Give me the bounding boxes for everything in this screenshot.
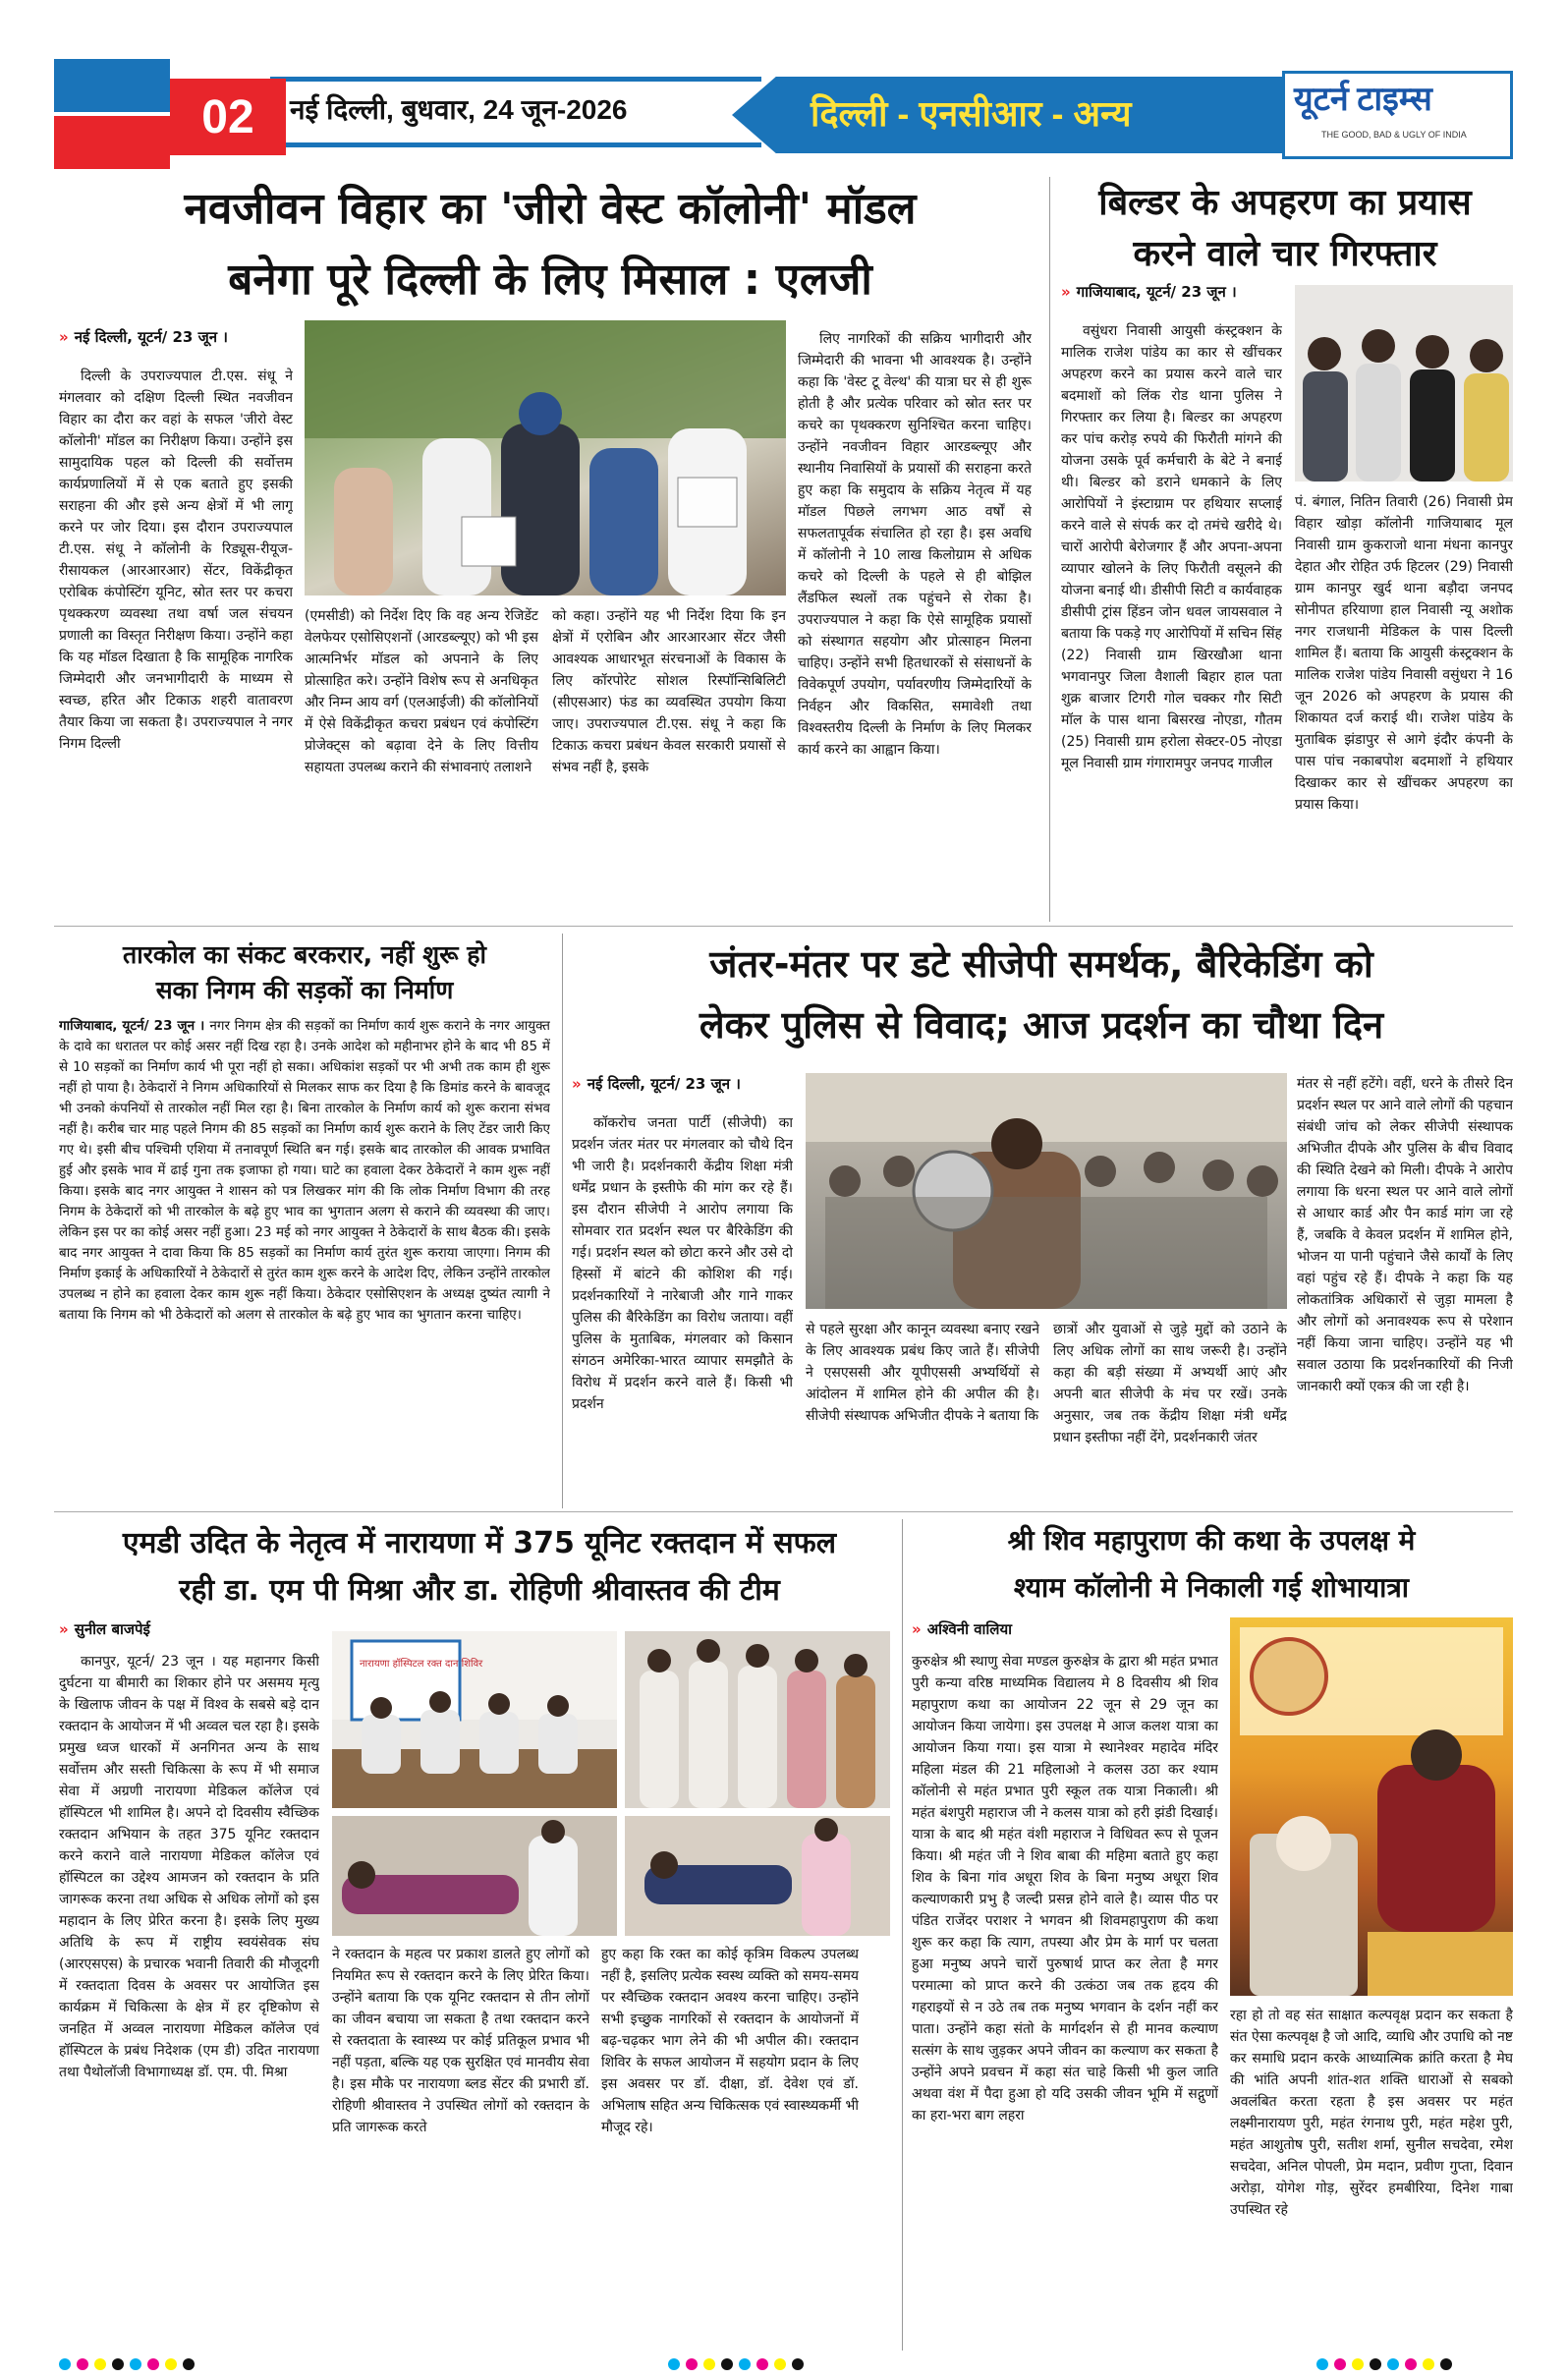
story6-byline-text: अश्विनी वालिया xyxy=(926,1620,1013,1638)
shiv-mahapuran-stage-photo xyxy=(1230,1617,1513,1996)
story5-byline-text: सुनील बाजपेई xyxy=(74,1620,150,1638)
story3-headline-line1: तारकोल का संकट बरकरार, नहीं शुरू हो xyxy=(122,940,487,969)
story6-headline-line2: श्याम कॉलोनी मे निकाली गई शोभायात्रा xyxy=(1013,1571,1410,1604)
story5-col1: कानपुर, यूटर्न/ 23 जून । यह महानगर किसी दुर्घटना या बीमारी का शिकार होने पर असमय मृत्यु के खिलाफ जीवन के पक्ष में विश्व के सबसे बड़े दान रक्तदान के आयोजन में भी अव्वल चल रहा है। इसके प्रमुख ध्वज धारकों में अनगिनत अन्य के साथ सर्वोत्तम और सस्ती चिकित्सा के रूप में भी समाज सेवा में अग्रणी नारायणा मेडिकल कॉलेज एवं हॉस्पिटल भी शामिल है। अपने दो दिवसीय स्वैच्छिक रक्तदान अभियान के तहत 375 यूनिट रक्तदान करने कराने वाले नारायणा मेडिकल कॉलेज एवं हॉस्पिटल का उद्देश्य आमजन को रक्तदान के प्रति जागरूक करना तथा अधिक से अधिक लोगों को इस महादान के लिए प्रेरित करना है। इसके लिए मुख्य अतिथि के रूप में राष्ट्रीय स्वयंसेवक संघ (आरएसएस) के प्रचारक भवानी तिवारी की मौजूदगी में रक्तदाता दिवस के अवसर पर आयोजित इस कार्यक्रम में चिकित्सा के क्षेत्र में हर दृष्टिकोण से जनहित में अव्वल नारायणा मेडिकल कॉलेज एवं हॉस्पिटल के प्रबंध निदेशक (एम डी) उदित नारायणा तथा पैथोलॉजी विभागाध्यक्ष डॉ. एम. पी. मिश्रा xyxy=(59,1654,319,2080)
masthead-bar xyxy=(54,59,1513,169)
guests-illustration xyxy=(625,1631,890,1808)
story5-col3: हुए कहा कि रक्त का कोई कृत्रिम विकल्प उपलब्ध नहीं है, इसलिए प्रत्येक स्वस्थ व्यक्ति को समय-समय पर स्वैच्छिक रक्तदान अवश्य करना चाहिए। उन्होंने सभी इच्छुक नागरिकों से रक्तदान के आयोजनों में बढ़-चढ़कर भाग लेने की भी अपील की। रक्तदान शिविर के सफल आयोजन में सहयोग प्रदान के लिए इस अवसर पर डॉ. दीक्षा, डॉ. देवेश एवं डॉ. अभिलाष सहित अन्य चिकित्सक एवं स्वास्थ्यकर्मी भी मौजूद रहे। xyxy=(601,1947,859,2135)
story4-col1: कॉकरोच जनता पार्टी (सीजेपी) का प्रदर्शन जंतर मंतर पर मंगलवार को चौथे दिन भी जारी है। प्रदर्शनकारी केंद्रीय शिक्षा मंत्री धर्मेंद्र प्रधान के इस्तीफे की मांग कर रहे हैं। इस दौरान सीजेपी ने आरोप लगाया कि सोमवार रात प्रदर्शन स्थल पर बैरिकेडिंग की गई। प्रदर्शन स्थल को छोटा करने और उसे दो हिस्सों में बांटने की कोशिश की गई। प्रदर्शनकारियों ने नारेबाजी और गाने गाकर पुलिस की बैरिकेडिंग का विरोध जताया। वहीं पुलिस के मुताबिक, मंगलवार को किसान संगठन अमेरिका-भारत व्यापार समझौते के विरोध में प्रदर्शन करने वाले हैं। किसी भी प्रदर्शन xyxy=(572,1115,793,1412)
registration-marks-center xyxy=(668,2358,804,2370)
chevron-icon: » xyxy=(59,328,69,346)
chevron-icon: » xyxy=(59,1620,69,1638)
chevron-icon: » xyxy=(1061,283,1071,301)
donors-photo-1 xyxy=(332,1816,617,1936)
story4-headline-line1: जंतर-मंतर पर डटे सीजेपी समर्थक, बैरिकेडिंग को xyxy=(709,942,1373,986)
donors-photo-2 xyxy=(625,1816,890,1936)
story3-byline-text: गाजियाबाद, यूटर्न/ 23 जून । xyxy=(59,1018,205,1034)
story1-byline xyxy=(59,327,228,347)
registration-marks-right xyxy=(1316,2358,1452,2370)
protest-illustration xyxy=(806,1073,1287,1309)
story2-headline-line1: बिल्डर के अपहरण का प्रयास xyxy=(1098,183,1472,223)
lg-visit-illustration xyxy=(305,320,786,595)
story3-body xyxy=(59,1016,550,1502)
story1-col2: (एमसीडी) को निर्देश दिए कि वह अन्य रेजिडेंट वेलफेयर एसोसिएशनों (आरडब्ल्यूए) को भी इस आत्मनिर्भर मॉडल को अपनाने के लिए प्रोत्साहित करे। उन्होंने विशेष रूप से अनधिकृत और निम्न आय वर्ग (एलआईजी) की कॉलोनियों में ऐसे विकेंद्रीकृत कचरा प्रबंधन एवं कंपोस्टिंग प्रोजेक्ट्स को बढ़ावा देने के लिए वित्तीय सहायता उपलब्ध कराने की संभावनाएं तलाशने xyxy=(305,608,538,775)
story4-headline-line2: लेकर पुलिस से विवाद; आज प्रदर्शन का चौथा दिन xyxy=(699,1003,1384,1047)
column-divider xyxy=(562,934,563,1508)
story3-byline xyxy=(59,1018,209,1034)
column-divider xyxy=(902,1519,903,2351)
protest-photo xyxy=(806,1073,1287,1309)
accused-illustration xyxy=(1295,285,1513,482)
stage-illustration xyxy=(1230,1617,1513,1996)
section-title: दिल्ली - एनसीआर - अन्य xyxy=(811,93,1132,134)
story4-byline xyxy=(572,1074,741,1094)
section-rule xyxy=(54,1511,1513,1512)
story1-col4: लिए नागरिकों की सक्रिय भागीदारी और जिम्मेदारी की भावना भी आवश्यक है। उन्होंने कहा कि 'वेस्ट टू वेल्थ' की यात्रा घर से ही शुरू होती है और प्रत्येक परिवार को स्रोत स्तर पर कचरे का पृथक्करण सुनिश्चित करना चाहिए। उन्होंने नवजीवन विहार आरडब्ल्यूए और स्थानीय निवासियों के प्रयासों की सराहना करते हुए कहा कि समुदाय के सक्रिय नेतृत्व में यह मॉडल पिछले लगभग आठ वर्षों से सफलतापूर्वक संचालित हो रहा है। इस अवधि में कॉलोनी ने 10 लाख किलोग्राम से अधिक कचरे को दिल्ली के पहले से ही बोझिल लैंडफिल स्थलों तक पहुंचने से रोका है। उपराज्यपाल ने कहा कि ऐसे सामूहिक प्रयासों को संस्थागत सहयोग और प्रोत्साहन मिलना चाहिए। उन्होंने सभी हितधारकों से संसाधनों के विवेकपूर्ण उपयोग, पर्यावरणीय जिम्मेदारियों के निर्वहन और विकसित, समावेशी तथा विश्वस्तरीय दिल्ली के निर्माण के लिए मिलकर कार्य करने का आह्वान किया। xyxy=(798,331,1032,758)
story4-col2: से पहले सुरक्षा और कानून व्यवस्था बनाए रखने के लिए आवश्यक प्रबंध किए जाते हैं। सीजेपी ने एसएससी और यूपीएससी अभ्यर्थियों से आंदोलन में शामिल होने की अपील की है। सीजेपी संस्थापक अभिजीत दीपके ने बताया कि xyxy=(806,1322,1039,1424)
story6-col2: रहा हो तो वह संत साक्षात कल्पवृक्ष प्रदान कर सकता है संत ऐसा कल्पवृक्ष है जो आदि, व्याधि और उपाधि को नष्ट कर समाधि प्रदान करके आध्यात्मिक क्रांति करता है मेघ की भांति अपनी शांत-शत शक्ति धाराओं से सबको अवलंबित करता रहता है इस अवसर पर महंत लक्ष्मीनारायण पुरी, महंत रंगनाथ पुरी, महंत महेश पुरी, महंत आशुतोष पुरी, सतीश शर्मा, सुनील सचदेवा, रमेश सचदेवा, अनिल पोपली, प्रेम मदान, प्रवीण गुप्ता, दिवान अरोड़ा, योगेश गोड़, सुरेंदर हमबीरिया, दिनेश गाबा उपस्थित रहे xyxy=(1230,2008,1513,2218)
registration-marks-left xyxy=(59,2358,195,2370)
story4-byline-text: नई दिल्ली, यूटर्न/ 23 जून । xyxy=(587,1075,741,1093)
story2-headline-line2: करने वाले चार गिरफ्तार xyxy=(1133,234,1437,274)
story1-byline-text: नई दिल्ली, यूटर्न/ 23 जून । xyxy=(74,328,228,346)
lg-visit-photo xyxy=(305,320,786,595)
story2-byline-text: गाजियाबाद, यूटर्न/ 23 जून । xyxy=(1076,283,1237,301)
hospital-banner-text: नारायणा हॉस्पिटल रक्त दान शिविर xyxy=(360,1659,483,1670)
blood-donation-guests-photo xyxy=(625,1631,890,1808)
logo-tagline: THE GOOD, BAD & UGLY OF INDIA xyxy=(1321,130,1467,140)
blood-donation-dignitaries-photo xyxy=(332,1631,617,1808)
story3-body-text: नगर निगम क्षेत्र की सड़कों का निर्माण कार्य शुरू कराने के नगर आयुक्त के दावे का धरातल पर कोई असर नहीं दिख रहा है। उनके आदेश को महीनाभर होने के बाद भी 85 में से 10 सड़कों का निर्माण कार्य भी पूरा नहीं हो सका। अधिकांश सड़कों पर भी अभी तक काम ही शुरू नहीं हो पाया है। ठेकेदारों ने निगम अधिकारियों से मिलकर साफ कर दिया है कि डिमांड करने के बावजूद भी उनको कंपनियों से तारकोल नहीं मिल रहा है। बिना तारकोल के निर्माण कार्य को शुरू कराना संभव नहीं है। करीब चार माह पहले निगम की 85 सड़कों का निर्माण कार्य शुरू कराने के लिए टेंडर जारी किए गए थे। इसी बीच पश्चिमी एशिया में तनावपूर्ण स्थिति बन गई। इसके बाद तारकोल की आवक प्रभावित हुई और इसके भाव में ढाई गुना तक इजाफा हो गया। घाटे का हवाला देकर ठेकेदारों ने काम शुरू नहीं किया। इसके बाद नगर आयुक्त ने शासन को पत्र लिखकर मांग की कि लोक निर्माण विभाग की तरह निगम के ठेकेदारों को भी तारकोल के बढ़े हुए भाव का भुगतान अलग से कराने की व्यवस्था की जाए। लेकिन इस पर का कोई असर नहीं हुआ। 23 मई को नगर आयुक्त ने ठेकेदारों के साथ बैठक की। इसके बाद नगर आयुक्त ने दावा किया कि 85 सड़कों का निर्माण कार्य तुरंत शुरू कराया जाएगा। निगम की निर्माण इकाई के अधिकारियों ने ठेकेदारों से तुरंत काम शुरू करने के आदेश दिए, लेकिन उन्होंने तारकोल उपलब्ध न होने का हवाला देकर काम शुरू नहीं किया। ठेकेदार एसोसिएशन के अध्यक्ष दुष्यंत त्यागी ने बताया कि निगम को भी ठेकेदारों को अलग से तारकोल के बढ़े हुए भाव का भुगतान करना चाहिए। xyxy=(59,1018,550,1323)
story1-headline-line2: बनेगा पूरे दिल्ली के लिए मिसाल : एलजी xyxy=(228,255,872,305)
arrested-accused-photo xyxy=(1295,285,1513,482)
newspaper-logo: यूटर्न टाइम्स xyxy=(1294,82,1432,118)
dignitaries-illustration xyxy=(332,1631,617,1808)
dateline: नई दिल्ली, बुधवार, 24 जून-2026 xyxy=(290,94,628,125)
story1-headline-line1: नवजीवन विहार का 'जीरो वेस्ट कॉलोनी' मॉडल xyxy=(184,184,917,234)
story6-headline-line1: श्री शिव महापुराण की कथा के उपलक्ष मे xyxy=(1007,1524,1416,1557)
story3-headline-line2: सका निगम की सड़कों का निर्माण xyxy=(155,976,454,1004)
chevron-icon: » xyxy=(912,1620,922,1638)
page-number: 02 xyxy=(170,79,286,155)
header-left-stripe xyxy=(54,59,170,169)
story6-byline xyxy=(912,1619,1012,1639)
story1-col1: दिल्ली के उपराज्यपाल टी.एस. संधू ने मंगलवार को दक्षिण दिल्ली स्थित नवजीवन विहार का दौरा कर वहां के सफल 'जीरो वेस्ट कॉलोनी' मॉडल का निरीक्षण किया। उन्होंने इस सामुदायिक पहल को दिल्ली की सर्वोत्तम कार्यप्रणालियों में से एक बताते हुए इसकी सराहना की और इसे अन्य क्षेत्रों में भी लागू करने पर जोर दिया। इस दौरान उपराज्यपाल टी.एस. संधू ने कॉलोनी के रिड्यूस-रीयूज-रीसायकल (आरआरआर) सेंटर, विकेंद्रीकृत एरोबिक कंपोस्टिंग यूनिट, स्रोत स्तर पर कचरा पृथक्करण व्यवस्था तथा वर्षा जल संचयन प्रणाली का विस्तृत निरीक्षण किया। उन्होंने कहा कि यह मॉडल दिखाता है कि सामूहिक नागरिक जिम्मेदारी और जनभागीदारी के माध्यम से स्वच्छ, हरित और टिकाऊ शहरी वातावरण तैयार किया जा सकता है। उपराज्यपाल ने नगर निगम दिल्ली xyxy=(59,368,293,752)
story5-headline-line2: रही डा. एम पी मिश्रा और डा. रोहिणी श्रीवास्तव की टीम xyxy=(179,1573,780,1608)
section-rule xyxy=(54,926,1513,927)
story5-headline-line1: एमडी उदित के नेतृत्व में नारायणा में 375 यूनिट रक्तदान में सफल xyxy=(122,1526,837,1560)
story4-col3: छात्रों और युवाओं से जुड़े मुद्दों को उठाने के लिए अधिक लोगों का साथ जरूरी है। उन्होंने कहा की बड़ी संख्या में अभ्यर्थी आएं और अपनी बात सीजेपी के मंच पर रखें। उनके अनुसार, जब तक केंद्रीय शिक्षा मंत्री धर्मेंद्र प्रधान इस्तीफा नहीं देंगे, प्रदर्शनकारी जंतर xyxy=(1053,1322,1287,1445)
story5-col2: ने रक्तदान के महत्व पर प्रकाश डालते हुए लोगों को नियमित रूप से रक्तदान करने के लिए प्रेरित किया। उन्होंने बताया कि एक यूनिट रक्तदान से तीन लोगों का जीवन बचाया जा सकता है तथा रक्तदान करने से रक्तदाता के स्वास्थ्य पर कोई प्रतिकूल प्रभाव भी नहीं पड़ता, बल्कि यह एक सुरक्षित एवं मानवीय सेवा है। इस मौके पर नारायणा ब्लड सेंटर की प्रभारी डॉ. रोहिणी श्रीवास्तव ने उपस्थित लोगों को रक्तदान के प्रति जागरूक करते xyxy=(332,1947,589,2135)
donors-illustration-2 xyxy=(625,1816,890,1936)
story6-col1: कुरुक्षेत्र श्री स्थाणु सेवा मण्डल कुरुक्षेत्र के द्वारा श्री महंत प्रभात पुरी कन्या वरिष्ठ माध्यमिक विद्यालय मे 8 दिवसीय श्री शिव महापुराण कथा का आयोजन 22 जून से 29 जून का आयोजन किया जायेगा। इस उपलक्ष मे आज कलश यात्रा का आयोजन किया गया। इस यात्रा मे स्थानेश्वर महादेव मंदिर महिला मंडल की 21 महिलाओ ने कलस उठा कर श्याम कॉलोनी से महंत प्रभात पुरी स्कूल तक यात्रा निकाली। श्री महंत बंशपुरी महाराज जी ने कलस यात्रा को हरी झंडी दिखाई। यात्रा के बाद श्री महंत वंशी महाराज ने विधिवत रूप से पूजन किया। श्री महंत जी ने शिव बाबा की महिमा बताते हुए कहा शिव के बिना गांव अधूरा शिव के बिना मनुष्य अधूरा शिव कल्याणकारी प्रभु है जल्दी प्रसन्न होने वाले है। व्यास पीठ पर पंडित राजेंदर पराशर ने भगवन श्री शिवमहापुराण की कथा शुरू कर कहा कि त्याग, तपस्या और प्रेम के मार्ग पर चलता हुआ मनुष्य अपने चारों पुरुषार्थ प्राप्त कर लेता है मगर परमात्मा को प्राप्त करने की उत्कंठा जब तक हृदय की गहराइयों से न उठे तब तक मनुष्य भगवान के दर्शन नहीं कर पाता। उन्होंने कहा संतो के मार्गदर्शन से ही मानव कल्याण सत्संग के साथ जुड़कर अपने जीवन का कल्याण कर सकता है उन्होंने अपने प्रवचन में कहा संत चाहे किसी भी कुल जाति अथवा वंश में पैदा हुआ हो यदि उसकी जीवन भूमि में सद्गुणों का हरा-भरा बाग लहरा xyxy=(912,1654,1218,2124)
story2-col2: पं. बंगाल, नितिन तिवारी (26) निवासी प्रेम विहार खोड़ा कॉलोनी गाजियाबाद मूल निवासी ग्राम कुकराजो थाना मंधना कानपुर देहात और रोहित उर्फ हिटलर (29) निवासी ग्राम कानपुर खुर्द थाना बड़ौदा जनपद सोनीपत हरियाणा हाल निवासी न्यू अशोक नगर राजधानी मेडिकल के पास दिल्ली शामिल हैं। बताया कि आयुसी कंस्ट्रक्शन के मालिक राजेश पांडेय निवासी वसुंधरा ने 16 जून 2026 को अपहरण के प्रयास की शिकायत दर्ज कराई थी। राजेश पांडेय के मुताबिक झंडापुर से आगे इंदौर कंपनी के पास पांच नकाबपोश बदमाशों ने हथियार दिखाकर कार से खींचकर अपहरण का प्रयास किया। xyxy=(1295,494,1513,813)
story2-byline xyxy=(1061,282,1237,302)
story2-col1: वसुंधरा निवासी आयुसी कंस्ट्रक्शन के मालिक राजेश पांडेय का कार से खींचकर अपहरण करने का प्रयास करने वाले चार बदमाशों को लिंक रोड थाना पुलिस ने गिरफ्तार कर लिया है। बिल्डर का अपहरण कर पांच करोड़ रुपये की फिरौती मांगने की योजना उसके पूर्व कर्मचारी के बेटे ने बनाई थी। बिल्डर को डराने धमकाने के लिए आरोपियों ने इंस्टाग्राम पर हथियार सप्लाई करने वाले से संपर्क कर दो तमंचे खरीदे थे। चारों आरोपी बेरोजगार हैं और अपना-अपना व्यापार खोलने के लिए फिरौती वसूलने की योजना बनाई थी। डीसीपी सिटी व कार्यवाहक डीसीपी ट्रांस हिंडन जोन धवल जायसवाल ने बताया कि पकड़े गए आरोपियों में सचिन सिंह (22) निवासी ग्राम खिरखौआ थाना भगवानपुर जिला वैशाली बिहार हाल पता शुक्र बाजार टिगरी गोल चक्कर गौर सिटी मॉल के पास थाना बिसरख नोएडा, गौतम (25) निवासी ग्राम हरोला सेक्टर-05 नोएडा मूल निवासी ग्राम गंगारामपुर जनपद गाजील xyxy=(1061,323,1282,771)
story5-byline xyxy=(59,1619,150,1639)
donors-illustration-1 xyxy=(332,1816,617,1936)
column-divider xyxy=(1049,177,1050,922)
story1-col3: को कहा। उन्होंने यह भी निर्देश दिया कि इन क्षेत्रों में एरोबिन और आरआरआर सेंटर जैसी आवश्यक आधारभूत संरचनाओं के विकास के लिए कॉरपोरेट सोशल रिस्पॉन्सिबिलिटी (सीएसआर) फंड का व्यवस्थित उपयोग किया जाए। उपराज्यपाल टी.एस. संधू ने कहा कि टिकाऊ कचरा प्रबंधन केवल सरकारी प्रयासों से संभव नहीं है, इसके xyxy=(552,608,786,775)
chevron-icon: » xyxy=(572,1075,582,1093)
story4-col4: मंतर से नहीं हटेंगे। वहीं, धरने के तीसरे दिन प्रदर्शन स्थल पर आने वाले लोगों की पहचान संबंधी जांच को लेकर सीजेपी संस्थापक अभिजीत दीपके और पुलिस के बीच विवाद की स्थिति देखने को मिली। दीपके ने आरोप लगाया कि धरना स्थल पर आने वाले लोगों से आधार कार्ड और पैन कार्ड मांग जा रहे हैं, जबकि वे केवल प्रदर्शन में शामिल होने, भोजन या पानी पहुंचाने जैसे कार्यों के लिए वहां पहुंच रहे हैं। दीपके ने कहा कि यह लोकतांत्रिक अधिकारों से जुड़ा मामला है और लोगों को अनावश्यक रूप से परेशान नहीं किया जाना चाहिए। उन्होंने यह भी सवाल उठाया कि प्रदर्शनकारियों की निजी जानकारी क्यों एकत्र की जा रही है। xyxy=(1297,1076,1513,1394)
